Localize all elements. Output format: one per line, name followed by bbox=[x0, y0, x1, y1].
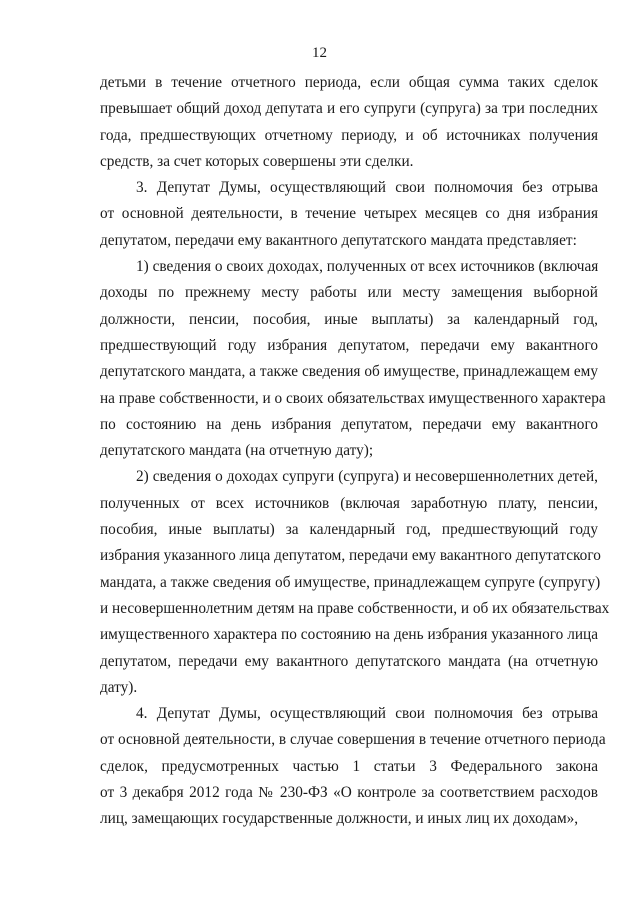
text-line: депутатского мандата, а также сведения об имуществе, принадлежащем ему bbox=[100, 363, 598, 381]
paragraph-clause-3-2 bbox=[100, 464, 610, 701]
page-number: 12 bbox=[312, 45, 327, 61]
text-line: превышает общий доход депутата и его супруги (супруга) за три последних bbox=[100, 100, 598, 118]
text-line: 4. Депутат Думы, осуществляющий свои полномочия без отрыва bbox=[136, 705, 598, 723]
text-line: 2) сведения о доходах супруги (супруга) и несовершеннолетних детей, bbox=[136, 468, 598, 486]
text-line: средств, за счет которых совершены эти сделки. bbox=[100, 152, 414, 170]
paragraph-clause-3 bbox=[100, 175, 598, 254]
text-line: имущественного характера по состоянию на день избрания указанного лица bbox=[100, 626, 598, 644]
document-body bbox=[100, 70, 610, 833]
text-line: детьми в течение отчетного периода, если общая сумма таких сделок bbox=[100, 74, 598, 91]
text-line: от основной деятельности, в случае совершения в течение отчетного периода bbox=[100, 731, 606, 749]
text-line: и несовершеннолетним детям на праве собственности, и об их обязательствах bbox=[100, 599, 610, 617]
text-line: доходы по прежнему месту работы или месту замещения выборной bbox=[100, 284, 598, 302]
text-line: 1) сведения о своих доходах, полученных от всех источников (включая bbox=[136, 258, 599, 276]
text-line: на праве собственности, и о своих обязательствах имущественного характера bbox=[100, 389, 606, 407]
text-line: лиц, замещающих государственные должности, и иных лиц их доходам», bbox=[100, 810, 579, 828]
text-line: должности, пенсии, пособия, иные выплаты) за календарный год, bbox=[100, 310, 598, 328]
text-line: мандата, а также сведения об имуществе, принадлежащем супруге (супругу) bbox=[100, 573, 601, 591]
text-line: по состоянию на день избрания депутатом, передачи ему вакантного bbox=[100, 415, 598, 433]
text-line: сделок, предусмотренных частью 1 статьи 3 Федерального закона bbox=[100, 757, 598, 775]
text-line: полученных от всех источников (включая заработную плату, пенсии, bbox=[100, 494, 598, 512]
text-line: 3. Депутат Думы, осуществляющий свои полномочия без отрыва bbox=[136, 179, 598, 197]
paragraph-clause-3-1 bbox=[100, 254, 606, 464]
text-line: депутатом, передачи ему вакантного депутатского мандата (на отчетную bbox=[100, 652, 598, 670]
paragraph-clause-4 bbox=[100, 701, 606, 832]
text-line: дату). bbox=[100, 678, 138, 696]
text-line: депутатского мандата (на отчетную дату); bbox=[100, 442, 374, 460]
text-line: от 3 декабря 2012 года № 230-ФЗ «О контроле за соответствием расходов bbox=[100, 784, 598, 802]
text-line: года, предшествующих отчетному периоду, и об источниках получения bbox=[100, 126, 598, 144]
text-line: избрания указанного лица депутатом, передачи ему вакантного депутатского bbox=[100, 547, 601, 565]
text-line: от основной деятельности, в течение четырех месяцев со дня избрания bbox=[100, 205, 598, 223]
paragraph-continuation bbox=[100, 70, 598, 175]
text-line: пособия, иные выплаты) за календарный год, предшествующий году bbox=[100, 521, 598, 539]
text-line: депутатом, передачи ему вакантного депутатского мандата представляет: bbox=[100, 231, 577, 249]
text-line: предшествующий году избрания депутатом, передачи ему вакантного bbox=[100, 336, 598, 354]
